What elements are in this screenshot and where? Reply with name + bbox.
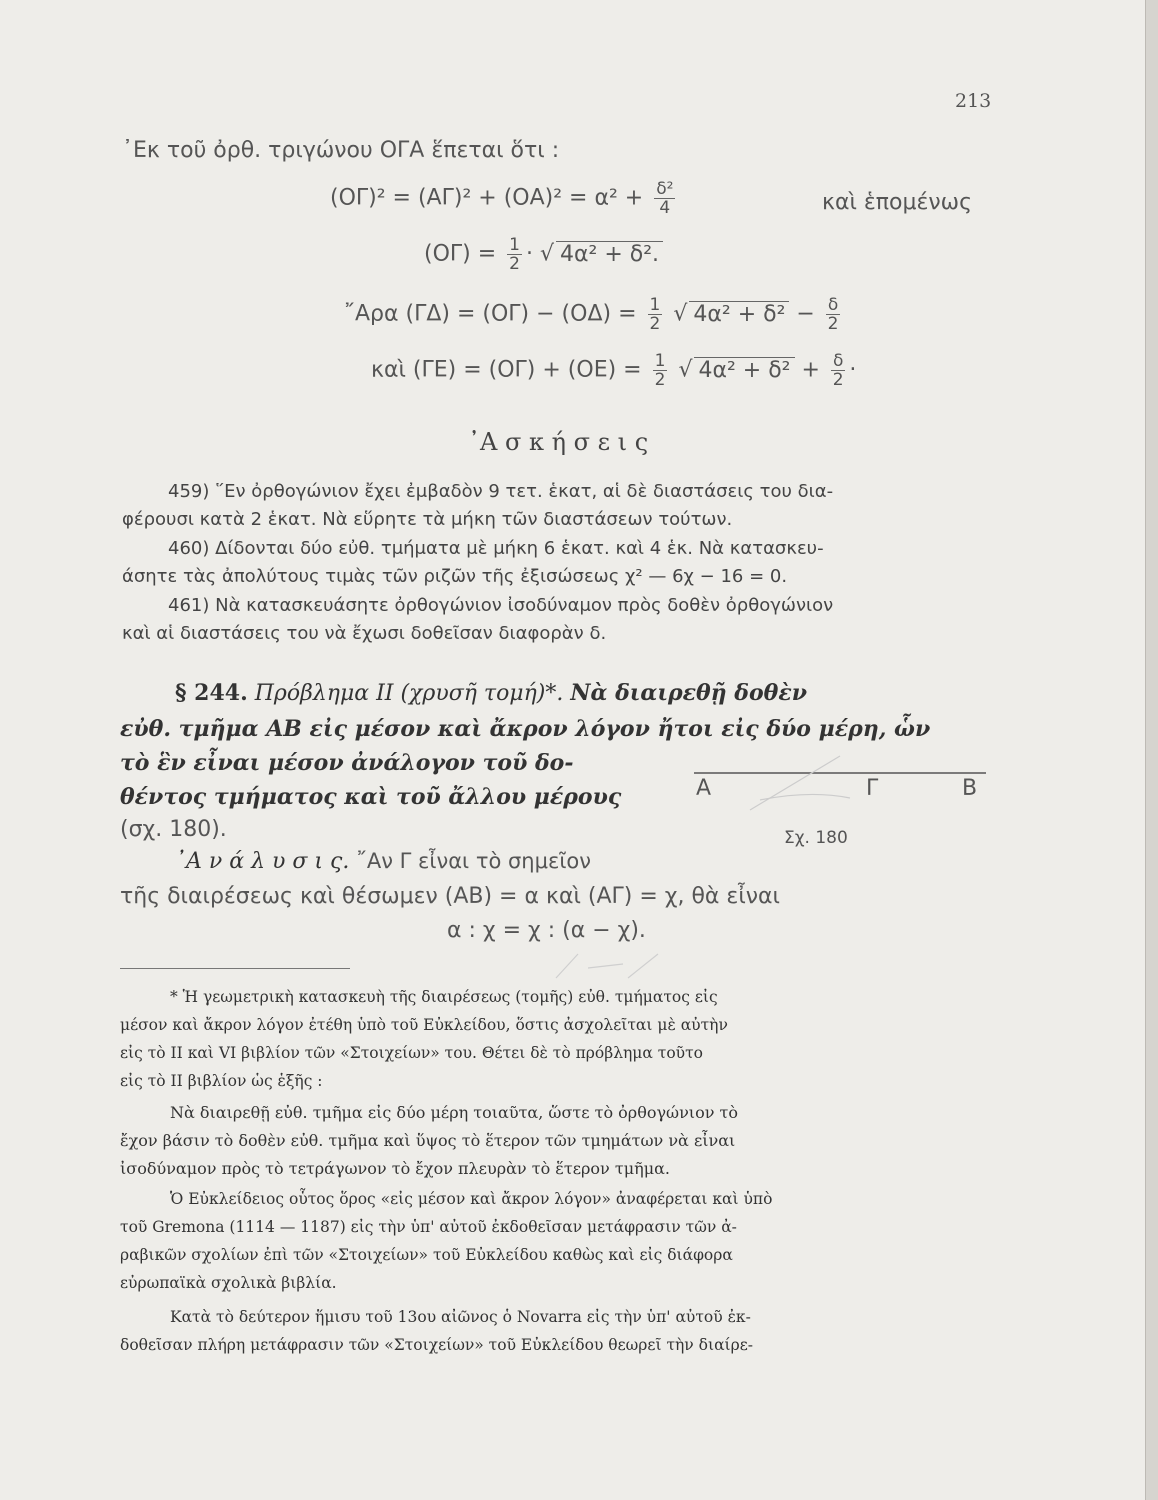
eq3-fraction-2 bbox=[826, 296, 840, 333]
footnote-p1-line3: εἰς τὸ II καὶ VI βιβλίον τῶν «Στοιχείων» του. Θέτει δὲ τὸ πρόβλημα τοῦτο bbox=[120, 1044, 704, 1062]
exercise-461-line2: καὶ αἱ διαστάσεις του νὰ ἔχωσι δοθεῖσαν διαφορὰν δ. bbox=[122, 623, 607, 644]
footnote-p2-line2: ἔχον βάσιν τὸ δοθὲν εὐθ. τμῆμα καὶ ὕψος τὸ ἕτερον τῶν τμημάτων νὰ εἶναι bbox=[120, 1131, 736, 1150]
equation-1 bbox=[330, 180, 679, 217]
problem-statement-start: Νὰ διαιρεθῇ δοθὲν bbox=[570, 680, 807, 706]
eq1-frac-num: δ² bbox=[656, 179, 674, 199]
analysis-label: ᾿Α ν ά λ υ σ ι ς. bbox=[175, 849, 350, 874]
analysis-line bbox=[175, 849, 591, 874]
equation-3 bbox=[344, 296, 844, 333]
eq3-lhs: ῎Αρα (ΓΔ) = (ΟΓ) − (ΟΔ) = bbox=[344, 301, 637, 327]
eq3-frac2-num: δ bbox=[827, 295, 839, 315]
point-a-label: Α bbox=[696, 776, 712, 801]
pencil-mark bbox=[750, 756, 840, 810]
eq4-frac-num: 1 bbox=[654, 351, 666, 371]
eq1-frac-den: 4 bbox=[659, 198, 671, 218]
eq2-fraction bbox=[507, 236, 522, 273]
footnote-p4-line1: Κατὰ τὸ δεύτερον ἥμισυ τοῦ 13ου αἰῶνος ὁ Novarra εἰς τὴν ὑπ' αὐτοῦ ἐκ- bbox=[170, 1308, 751, 1326]
sqrt-symbol: √ bbox=[678, 357, 693, 383]
sqrt-symbol: √ bbox=[540, 241, 555, 267]
eq2-lhs: (ΟΓ) = bbox=[424, 241, 497, 267]
eq4-frac-den: 2 bbox=[654, 370, 666, 390]
footnote-p3-line3: ραβικῶν σχολίων ἐπὶ τῶν «Στοιχείων» τοῦ Εὐκλείδου καθὼς καὶ εἰς διάφορα bbox=[120, 1246, 733, 1264]
eq4-fraction-2 bbox=[831, 352, 845, 389]
page-number: 213 bbox=[955, 90, 992, 112]
exercise-459-line1: 459) ῞Εν ὀρθογώνιον ἔχει ἐμβαδὸν 9 τετ. ἑκατ, αἱ δὲ διαστάσεις του δια- bbox=[168, 481, 834, 502]
exercise-459-line2: φέρουσι κατὰ 2 ἑκατ. Νὰ εὕρητε τὰ μήκη τῶν διαστάσεων τούτων. bbox=[122, 509, 733, 530]
footnote-p1-line4: εἰς τὸ II βιβλίον ὡς ἑξῆς : bbox=[120, 1072, 323, 1090]
section-244-line1 bbox=[175, 680, 807, 706]
footnote-p2-line1: Νὰ διαιρεθῇ εὐθ. τμῆμα εἰς δύο μέρη τοιαῦτα, ὥστε τὸ ὀρθογώνιον τὸ bbox=[170, 1103, 738, 1122]
exercise-460-line2: άσητε τὰς ἀπολύτους τιμὰς τῶν ριζῶν τῆς ἐξισώσεως χ² — 6χ − 16 = 0. bbox=[122, 566, 788, 587]
equation-4 bbox=[371, 352, 856, 389]
footnote-p3-line1: Ὁ Εὐκλείδειος οὗτος ὅρος «εἰς μέσον καὶ ἄκρον λόγον» ἀναφέρεται καὶ ὑπὸ bbox=[170, 1190, 773, 1208]
exercise-461-line1: 461) Νὰ κατασκευάσητε ὀρθογώνιον ἰσοδύναμον πρὸς δοθὲν ὀρθογώνιον bbox=[168, 595, 834, 616]
eq1-tail: καὶ ἑπομένως bbox=[822, 190, 973, 215]
eq4-fraction bbox=[653, 352, 668, 389]
exercise-460-line1: 460) Δίδονται δύο εὐθ. τμήματα μὲ μήκη 6 ἑκατ. καὶ 4 ἑκ. Νὰ κατασκευ- bbox=[168, 538, 824, 559]
footnote-p4-line2: δοθεῖσαν πλήρη μετάφρασιν τῶν «Στοιχείων» τοῦ Εὐκλείδου θεωρεῖ τὴν διαίρε- bbox=[120, 1336, 753, 1354]
page-edge bbox=[1145, 0, 1158, 1500]
exercises-heading: ᾿Α σ κ ή σ ε ι ς bbox=[468, 428, 649, 456]
eq3-frac-den: 2 bbox=[649, 314, 661, 334]
eq1-fraction bbox=[654, 180, 675, 217]
eq3-frac2-den: 2 bbox=[827, 314, 839, 334]
section-244-line2: εὐθ. τμῆμα ΑΒ εἰς μέσον καὶ ἄκρον λόγον ἤτοι εἰς δύο μέρη, ὧν bbox=[120, 716, 931, 742]
eq4-frac2-den: 2 bbox=[832, 370, 844, 390]
footnote-p3-line4: εὐρωπαϊκὰ σχολικὰ βιβλία. bbox=[120, 1274, 337, 1292]
eq3-radicand: 4α² + δ² bbox=[689, 301, 789, 327]
eq2-frac-num: 1 bbox=[509, 235, 520, 255]
section-244-line4: θέντος τμήματος καὶ τοῦ ἄλλου μέρους bbox=[120, 784, 622, 810]
eq4-end: · bbox=[849, 357, 857, 383]
eq4-operator: + bbox=[801, 357, 820, 383]
point-g-label: Γ bbox=[866, 776, 879, 801]
eq1-lhs: (ΟΓ)² = (ΑΓ)² + (ΟΑ)² = α² + bbox=[330, 185, 644, 211]
footnote-divider bbox=[120, 968, 350, 969]
footnote-p1-line2: μέσον καὶ ἄκρον λόγον ἐτέθη ὑπὸ τοῦ Εὐκλείδου, ὅστις ἀσχολεῖται μὲ αὐτὴν bbox=[120, 1016, 728, 1034]
eq2-radicand: 4α² + δ². bbox=[556, 241, 663, 267]
sqrt-symbol: √ bbox=[673, 301, 688, 327]
footnote-p1-line1: * Ἡ γεωμετρικὴ κατασκευὴ τῆς διαιρέσεως (τομῆς) εὐθ. τμήματος εἰς bbox=[170, 988, 718, 1006]
eq3-frac-num: 1 bbox=[649, 295, 661, 315]
eq3-operator: − bbox=[796, 301, 815, 327]
eq4-frac2-num: δ bbox=[832, 351, 844, 371]
figure-180 bbox=[690, 740, 990, 860]
derivation-intro: ᾿Εκ τοῦ ὀρθ. τριγώνου ΟΓΑ ἕπεται ὅτι : bbox=[122, 138, 560, 163]
point-b-label: Β bbox=[962, 776, 978, 801]
section-244-line7: τῆς διαιρέσεως καὶ θέσωμεν (ΑΒ) = α καὶ (ΑΓ) = χ, θὰ εἶναι bbox=[120, 884, 780, 909]
equation-2: (ΟΓ) = $\frac{1}{2}$ · √ 4α² + δ². bbox=[424, 236, 663, 273]
figure-caption: Σχ. 180 bbox=[784, 828, 848, 848]
section-244-line3: τὸ ἓν εἶναι μέσον ἀνάλογον τοῦ δο- bbox=[120, 750, 574, 776]
eq3-fraction bbox=[648, 296, 663, 333]
eq4-radicand: 4α² + δ² bbox=[694, 357, 794, 383]
eq2-frac-den: 2 bbox=[509, 254, 520, 274]
section-244-line5: (σχ. 180). bbox=[120, 817, 227, 842]
pencil-note bbox=[548, 948, 688, 988]
section-number: § 244. bbox=[175, 680, 248, 706]
footnote-p2-line3: ἰσοδύναμον πρὸς τὸ τετράγωνον τὸ ἔχον πλευρὰν τὸ ἕτερον τμῆμα. bbox=[120, 1159, 670, 1178]
problem-title: Πρόβλημα II (χρυσῆ τομή)*. bbox=[254, 681, 564, 706]
eq4-lhs: καὶ (ΓΕ) = (ΟΓ) + (ΟΕ) = bbox=[371, 357, 642, 383]
footnote-p3-line2: τοῦ Gremona (1114 — 1187) εἰς τὴν ὑπ' αὐτοῦ ἐκδοθεῖσαν μετάφρασιν τῶν ἀ- bbox=[120, 1218, 737, 1236]
proportion-equation: α : χ = χ : (α − χ). bbox=[447, 918, 646, 943]
analysis-text: ῎Αν Γ εἶναι τὸ σημεῖον bbox=[356, 849, 591, 873]
